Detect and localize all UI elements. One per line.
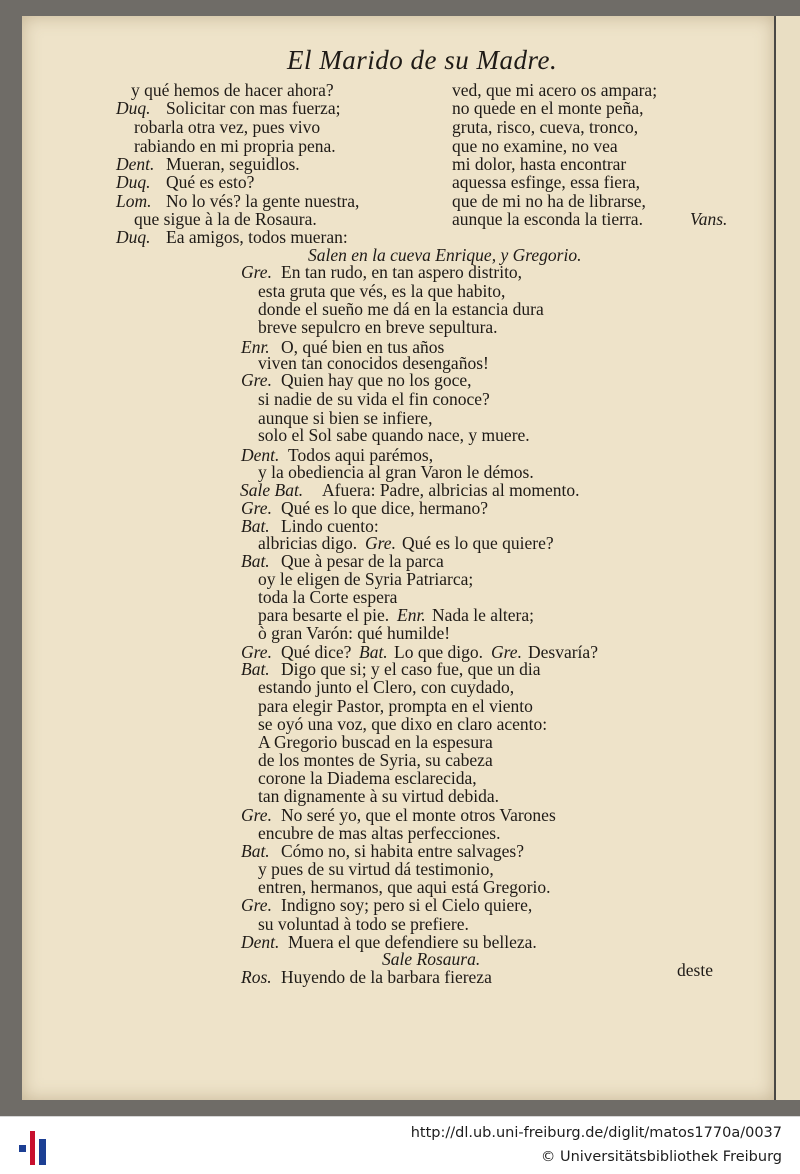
speaker-label: Gre. [241, 498, 272, 518]
verse-line: Lo que digo. [394, 642, 483, 662]
speaker-label: Sale Bat. [240, 480, 304, 500]
facing-page-edge [774, 16, 800, 1100]
speaker-label: Enr. [397, 605, 426, 625]
verse-line: Que à pesar de la parca [281, 551, 444, 571]
verse-line: Qué es lo que quiere? [402, 533, 554, 553]
verse-line: entren, hermanos, que aqui está Gregorio. [258, 877, 551, 897]
speaker-label: Bat. [241, 551, 270, 571]
verse-line: oy le eligen de Syria Patriarca; [258, 569, 474, 589]
verse-line: aunque la esconda la tierra. [452, 209, 643, 229]
speaker-label: Bat. [241, 659, 270, 679]
verse-line: aunque si bien se infiere, [258, 408, 433, 428]
speaker-label: Gre. [241, 642, 272, 662]
copyright-notice: © Universitätsbibliothek Freiburg [540, 1149, 782, 1165]
verse-line: y la obediencia al gran Varon le démos. [258, 462, 534, 482]
verse-line: Digo que si; y el caso fue, que un dia [281, 659, 541, 679]
speaker-label: Bat. [241, 516, 270, 536]
speaker-label: Duq. [116, 98, 151, 118]
verse-line: se oyó una voz, que dixo en claro acento: [258, 714, 548, 734]
verse-line: corone la Diadema esclarecida, [258, 768, 477, 788]
speaker-label: Dent. [116, 154, 155, 174]
verse-line: que no examine, no vea [452, 136, 618, 156]
verse-line: para besarte el pie. [258, 605, 390, 625]
verse-line: Nada le altera; [432, 605, 535, 625]
verse-line: para elegir Pastor, prompta en el viento [258, 696, 533, 716]
verse-line: Quien hay que no los goce, [281, 370, 472, 390]
verse-line: Todos aqui parémos, [288, 445, 434, 465]
verse-line: mi dolor, hasta encontrar [452, 154, 627, 174]
verse-line: Afuera: Padre, albricias al momento. [322, 480, 580, 500]
speaker-label: Gre. [241, 370, 272, 390]
stage-direction: Vans. [690, 209, 728, 229]
verse-line: estando junto el Clero, con cuydado, [258, 677, 515, 697]
verse-line: toda la Corte espera [258, 587, 398, 607]
viewer-footer [0, 1116, 800, 1174]
speaker-label: Duq. [116, 172, 151, 192]
verse-line: donde el sueño me dá en la estancia dura [258, 299, 544, 319]
verse-line: albricias digo. [258, 533, 358, 553]
verse-line: Desvaría? [528, 642, 598, 662]
verse-line: O, qué bien en tus años [281, 337, 445, 357]
verse-line: ved, que mi acero os ampara; [452, 80, 658, 100]
source-url-link[interactable]: http://dl.ub.uni-freiburg.de/diglit/matos1770a/0037 [410, 1125, 782, 1141]
speaker-label: Lom. [116, 191, 152, 211]
speaker-label: Gre. [241, 895, 272, 915]
speaker-label: Dent. [241, 445, 280, 465]
speaker-label: Dent. [241, 932, 280, 952]
verse-line: Lindo cuento: [281, 516, 379, 536]
speaker-label: Duq. [116, 227, 151, 247]
verse-line: Qué es lo que dice, hermano? [281, 498, 489, 518]
verse-line: encubre de mas altas perfecciones. [258, 823, 501, 843]
speaker-label: Enr. [241, 337, 270, 357]
verse-line: que sigue à la de Rosaura. [134, 209, 317, 229]
verse-line: solo el Sol sabe quando nace, y muere. [258, 425, 530, 445]
verse-line: Qué es esto? [166, 172, 255, 192]
verse-line: Muera el que defendiere su belleza. [288, 932, 537, 952]
verse-line: de los montes de Syria, su cabeza [258, 750, 493, 770]
verse-line: aquessa esfinge, essa fiera, [452, 172, 641, 192]
university-logo-icon [16, 1127, 56, 1167]
verse-line: que de mi no ha de librarse, [452, 191, 646, 211]
verse-line: y qué hemos de hacer ahora? [131, 80, 334, 100]
verse-line: Ea amigos, todos mueran: [166, 227, 348, 247]
stage-direction: Sale Rosaura. [382, 949, 481, 969]
verse-line: breve sepulcro en breve sepultura. [258, 317, 498, 337]
speaker-label: Gre. [241, 805, 272, 825]
verse-line: A Gregorio buscad en la espesura [258, 732, 493, 752]
speaker-label: Gre. [365, 533, 396, 553]
verse-line: rabiando en mi propria pena. [134, 136, 336, 156]
verse-line: si nadie de su vida el fin conoce? [258, 389, 490, 409]
verse-line: viven tan conocidos desengaños! [258, 353, 489, 373]
speaker-label: Bat. [359, 642, 388, 662]
page-title: El Marido de su Madre. [287, 45, 558, 75]
speaker-label: Gre. [241, 262, 272, 282]
verse-line: esta gruta que vés, es la que habito, [258, 281, 506, 301]
verse-line: Qué dice? [281, 642, 352, 662]
verse-line: Mueran, seguidlos. [166, 154, 300, 174]
verse-line: Cómo no, si habita entre salvages? [281, 841, 524, 861]
verse-line: su voluntad à todo se prefiere. [258, 914, 469, 934]
verse-line: gruta, risco, cueva, tronco, [452, 117, 639, 137]
verse-line: No seré yo, que el monte otros Varones [281, 805, 556, 825]
speaker-label: Gre. [491, 642, 522, 662]
speaker-label: Ros. [241, 967, 272, 987]
verse-line: Indigno soy; pero si el Cielo quiere, [281, 895, 533, 915]
verse-line: robarla otra vez, pues vivo [134, 117, 321, 137]
verse-line: tan dignamente à su virtud debida. [258, 786, 500, 806]
verse-line: ò gran Varón: qué humilde! [258, 623, 451, 643]
verse-line: En tan rudo, en tan aspero distrito, [281, 262, 523, 282]
speaker-label: Bat. [241, 841, 270, 861]
stage-direction: Salen en la cueva Enrique, y Gregorio. [308, 245, 582, 265]
verse-line: y pues de su virtud dá testimonio, [258, 859, 494, 879]
verse-line: No lo vés? la gente nuestra, [166, 191, 360, 211]
catchword: deste [677, 960, 713, 980]
verse-line: no quede en el monte peña, [452, 98, 644, 118]
verse-line: Solicitar con mas fuerza; [166, 98, 341, 118]
verse-line: Huyendo de la barbara fiereza [281, 967, 492, 987]
